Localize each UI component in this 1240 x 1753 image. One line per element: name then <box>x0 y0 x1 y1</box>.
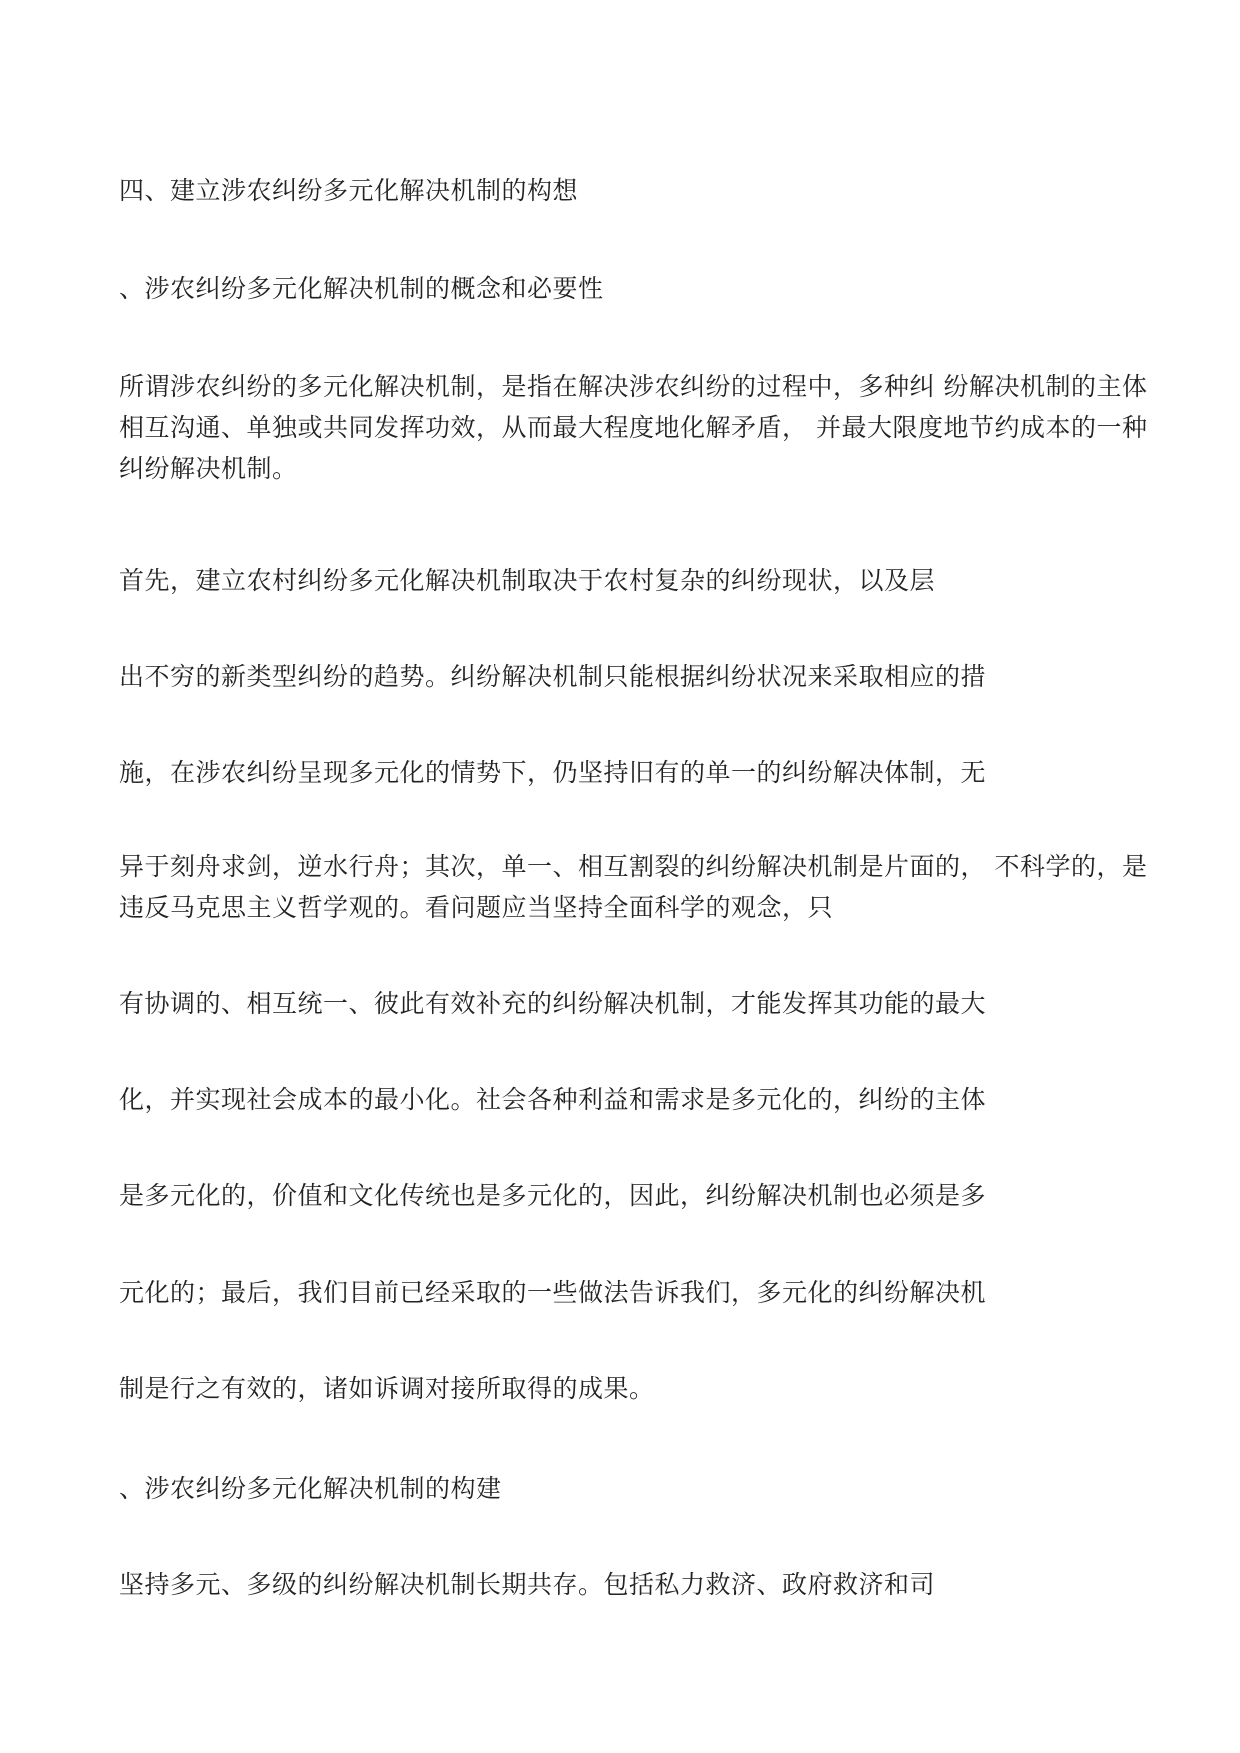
subheading-concept-necessity: 、涉农纠纷多元化解决机制的概念和必要性 <box>119 274 604 303</box>
paragraph-definition-line: 所谓涉农纠纷的多元化解决机制，是指在解决涉农纠纷的过程中，多种纠 纷解决机制的主体 <box>119 372 1148 401</box>
paragraph-necessity-line: 违反马克思主义哲学观的。看问题应当坚持全面科学的观念，只 <box>119 893 834 922</box>
paragraph-necessity-line: 异于刻舟求剑，逆水行舟；其次，单一、相互割裂的纠纷解决机制是片面的， 不科学的，是 <box>119 852 1148 881</box>
paragraph-necessity-line: 是多元化的，价值和文化传统也是多元化的，因此，纠纷解决机制也必须是多 <box>119 1181 987 1210</box>
paragraph-necessity-line: 元化的；最后，我们目前已经采取的一些做法告诉我们，多元化的纠纷解决机 <box>119 1278 987 1307</box>
paragraph-necessity-line: 化，并实现社会成本的最小化。社会各种利益和需求是多元化的，纠纷的主体 <box>119 1085 987 1114</box>
paragraph-necessity-line: 施，在涉农纠纷呈现多元化的情势下，仍坚持旧有的单一的纠纷解决体制，无 <box>119 758 987 787</box>
section-heading: 四、建立涉农纠纷多元化解决机制的构想 <box>119 176 579 205</box>
paragraph-necessity-line: 制是行之有效的，诸如诉调对接所取得的成果。 <box>119 1374 655 1403</box>
paragraph-necessity-line: 出不穷的新类型纠纷的趋势。纠纷解决机制只能根据纠纷状况来采取相应的措 <box>119 662 987 691</box>
paragraph-construction-line: 坚持多元、多级的纠纷解决机制长期共存。包括私力救济、政府救济和司 <box>119 1570 936 1599</box>
subheading-construction: 、涉农纠纷多元化解决机制的构建 <box>119 1474 502 1503</box>
paragraph-necessity-line: 有协调的、相互统一、彼此有效补充的纠纷解决机制，才能发挥其功能的最大 <box>119 989 987 1018</box>
paragraph-definition-line: 相互沟通、单独或共同发挥功效，从而最大程度地化解矛盾， 并最大限度地节约成本的一种 <box>119 413 1148 442</box>
paragraph-definition-line: 纠纷解决机制。 <box>119 454 298 483</box>
paragraph-necessity-line: 首先，建立农村纠纷多元化解决机制取决于农村复杂的纠纷现状，以及层 <box>119 566 936 595</box>
